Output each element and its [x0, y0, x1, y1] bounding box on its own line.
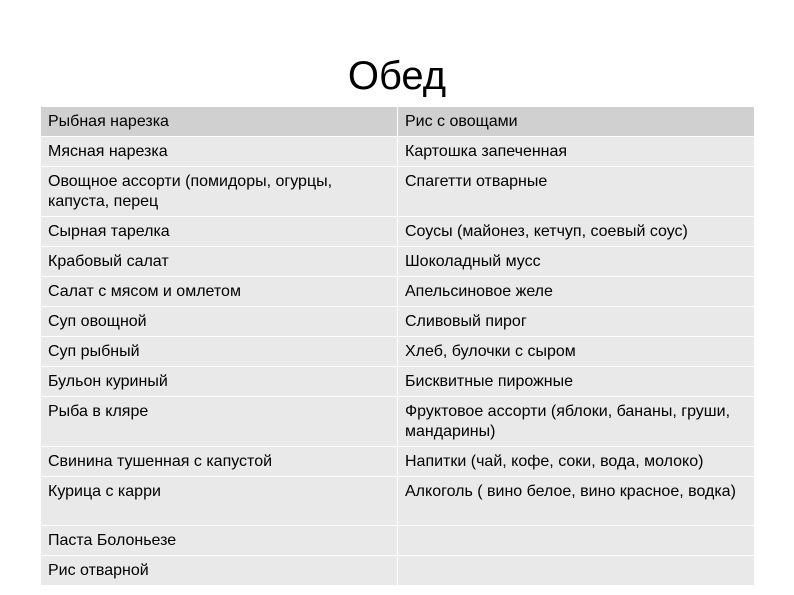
table-row	[41, 367, 755, 397]
menu-cell-left: Сырная тарелка	[41, 217, 398, 247]
table-row	[41, 277, 755, 307]
menu-cell-left: Бульон куриный	[41, 367, 398, 397]
menu-cell-right: Рис с овощами	[398, 107, 755, 137]
menu-cell-right: Шоколадный мусс	[398, 247, 755, 277]
table-row	[41, 477, 755, 526]
menu-cell-right: Бисквитные пирожные	[398, 367, 755, 397]
table-row	[41, 337, 755, 367]
table-row	[41, 556, 755, 586]
menu-cell-left: Крабовый салат	[41, 247, 398, 277]
menu-cell-right: Сливовый пирог	[398, 307, 755, 337]
menu-cell-right: Спагетти отварные	[398, 167, 755, 217]
menu-cell-left: Рыбная нарезка	[41, 107, 398, 137]
table-row	[41, 167, 755, 217]
menu-cell-right: Алкоголь ( вино белое, вино красное, водка)	[398, 477, 755, 526]
table-row	[41, 397, 755, 447]
menu-cell-left: Салат с мясом и омлетом	[41, 277, 398, 307]
menu-cell-right: Соусы (майонез, кетчуп, соевый соус)	[398, 217, 755, 247]
menu-cell-left: Мясная нарезка	[41, 137, 398, 167]
table-row	[41, 447, 755, 477]
menu-cell-left: Свинина тушенная с капустой	[41, 447, 398, 477]
menu-cell-right	[398, 526, 755, 556]
menu-cell-right: Напитки (чай, кофе, соки, вода, молоко)	[398, 447, 755, 477]
table-row	[41, 526, 755, 556]
menu-cell-left: Овощное ассорти (помидоры, огурцы, капуста, перец	[41, 167, 398, 217]
menu-cell-right: Картошка запеченная	[398, 137, 755, 167]
menu-cell-left: Паста Болоньезе	[41, 526, 398, 556]
menu-cell-right	[398, 556, 755, 586]
page-title: Обед	[347, 54, 447, 98]
table-row	[41, 137, 755, 167]
menu-cell-right: Хлеб, булочки с сыром	[398, 337, 755, 367]
table-row	[41, 107, 755, 137]
menu-cell-right: Фруктовое ассорти (яблоки, бананы, груши, мандарины)	[398, 397, 755, 447]
menu-cell-left: Суп овощной	[41, 307, 398, 337]
table-row	[41, 307, 755, 337]
menu-cell-left: Рис отварной	[41, 556, 398, 586]
menu-cell-left: Суп рыбный	[41, 337, 398, 367]
menu-table	[40, 106, 755, 586]
menu-cell-left: Рыба в кляре	[41, 397, 398, 447]
table-row	[41, 217, 755, 247]
table-row	[41, 247, 755, 277]
menu-cell-right: Апельсиновое желе	[398, 277, 755, 307]
menu-cell-left: Курица с карри	[41, 477, 398, 526]
